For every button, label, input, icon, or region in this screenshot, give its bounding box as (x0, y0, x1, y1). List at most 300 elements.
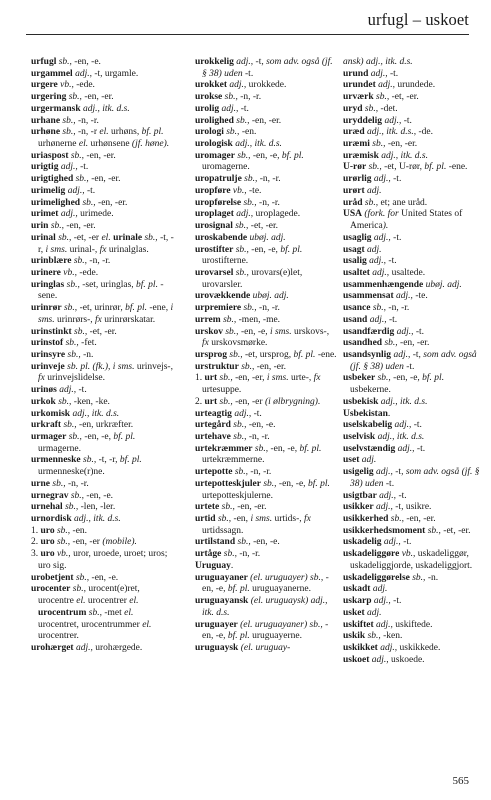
grammar-note: adj., (369, 654, 392, 665)
grammar-note: (el. uruguay- (238, 642, 291, 653)
grammar-note: el. (99, 127, 111, 138)
grammar-note: adj., (58, 162, 81, 173)
headword: urmager (31, 432, 67, 442)
inflection-text: urtekræmmerne. (202, 455, 265, 466)
headword: uselvisk (343, 432, 376, 442)
grammar-note: sb., (80, 455, 99, 466)
headword: urinale (113, 232, 143, 243)
headword: urteagtig (195, 408, 232, 419)
headword: usandhed (343, 338, 383, 349)
headword: uræd (343, 127, 365, 138)
grammar-note: el. (142, 619, 152, 630)
grammar-note: adj. (364, 607, 382, 618)
headword: uruguayaner (195, 572, 248, 583)
grammar-note: adj., (391, 349, 413, 360)
headword: urostifter (195, 244, 234, 255)
inflection-text: -n, -r. (250, 467, 272, 478)
headword: usalig (343, 256, 367, 267)
inflection-text: -et, -er. (391, 92, 419, 103)
headword: uruguayer (195, 619, 238, 630)
headword: uro (40, 537, 55, 548)
grammar-note: adj. (364, 244, 382, 255)
headword: uskadelig (343, 537, 382, 548)
headword: uskoet (343, 654, 370, 665)
headword: urigtig (31, 162, 59, 173)
grammar-note: sb., (63, 338, 82, 349)
headword: uskiftet (343, 619, 374, 630)
headword: urnordisk (31, 514, 72, 525)
dictionary-entry (31, 151, 175, 163)
inflection-text: . (387, 408, 391, 419)
dictionary-entry (343, 502, 485, 514)
grammar-note: sb., (61, 303, 80, 314)
grammar-note: bf. pl. (280, 244, 303, 255)
grammar-note: sb., (66, 432, 85, 442)
headword: usigtbar (343, 490, 377, 501)
grammar-note: i sms. (45, 244, 70, 255)
inflection-text: urte-, (290, 373, 314, 384)
dictionary-entry (195, 268, 337, 291)
dictionary-entry (343, 631, 485, 643)
headword: uskadeliggøre (343, 549, 400, 560)
inflection-text: -t, (412, 349, 424, 360)
dictionary-entry (343, 69, 485, 81)
grammar-note: sb., (70, 584, 89, 595)
inflection-text: -en, -er. (387, 139, 418, 150)
grammar-note: sb., (68, 490, 87, 501)
headword: urimelighed (31, 197, 81, 208)
grammar-note: sb., (65, 349, 84, 360)
dictionary-entry (343, 104, 485, 116)
inflection-text: -de. (418, 127, 434, 138)
inflection-text: urostifterne. (202, 256, 249, 267)
inflection-text: urinrørskatar. (104, 314, 156, 325)
headword: urørlig (343, 174, 372, 185)
grammar-note: sb., (369, 139, 388, 150)
headword: uselvstændig (343, 443, 396, 454)
headword: uryddelig (343, 115, 383, 126)
grammar-note: el. (101, 232, 114, 243)
inflection-text: -t. (393, 596, 402, 607)
grammar-note: sb., (54, 537, 73, 548)
headword: urolig (195, 103, 220, 114)
inflection-text: urinvejslidelse. (47, 373, 106, 384)
headword: urtepotte (195, 467, 233, 478)
inflection-text: -en, -e. (248, 420, 276, 431)
dictionary-entry (31, 643, 175, 655)
headword: urolighed (195, 115, 234, 126)
headword: urigtighed (31, 174, 74, 185)
headword: urpremiere (195, 303, 242, 314)
inflection-text: -en, -e. (86, 490, 114, 501)
inflection-text: -en, -e. (253, 537, 280, 548)
dictionary-entry (195, 444, 337, 467)
headword: usand (343, 314, 368, 325)
grammar-note: el. (124, 607, 134, 618)
headword: uro (40, 525, 55, 536)
inflection-text: -en, -er (235, 396, 265, 407)
grammar-note: adj., (233, 57, 256, 67)
inflection-text: urinvejs-, (136, 361, 173, 372)
headword: urt (204, 373, 218, 384)
grammar-note: sb., (68, 150, 87, 161)
inflection-text: usaltede. (391, 267, 426, 278)
grammar-note: sb., (230, 420, 249, 431)
dictionary-entry (343, 432, 485, 444)
dictionary-entry (343, 409, 485, 421)
inflection-text: -en, -er. (406, 514, 436, 525)
headword: usandsynlig (343, 349, 392, 360)
dictionary-entry (31, 80, 175, 92)
inflection-text: urocentrer. (38, 631, 79, 642)
inflection-text: -n, -r. (259, 303, 280, 314)
inflection-text: -te. (249, 185, 262, 196)
inflection-text: urinal-, (69, 244, 100, 255)
inflection-text: usbekerne. (350, 385, 391, 396)
dictionary-entry (31, 303, 175, 326)
grammar-note: adj., (376, 490, 399, 501)
grammar-note: sb., (60, 115, 78, 126)
inflection-text: -t. (388, 314, 398, 325)
grammar-note: fx (95, 314, 105, 325)
grammar-note: adj., (395, 443, 417, 454)
grammar-note: sb., (238, 361, 257, 372)
headword: Usbekistan (343, 408, 388, 419)
headword: urohærget (31, 642, 74, 653)
headword: uruguaysk (195, 642, 239, 653)
inflection-text: -en, -e, (84, 432, 114, 442)
dictionary-entry (343, 643, 485, 655)
headword: uskik (343, 631, 366, 642)
inflection-text: -en, -e, (393, 373, 423, 384)
inflection-text: uskadeliggør, uskadeliggjorde, uskadeliggjort. (350, 549, 473, 571)
inflection-text: -fet. (81, 338, 97, 349)
dictionary-entry (343, 655, 485, 667)
inflection-text: -t, (395, 467, 406, 478)
headword: usket (343, 607, 365, 618)
dictionary-entry (31, 350, 175, 362)
inflection-text: -en, -e. (91, 572, 119, 583)
inflection-text: -t. (86, 185, 96, 196)
dictionary-entry (31, 385, 175, 397)
grammar-note: adj., (373, 502, 396, 513)
grammar-note: adj., itk. d.s. (232, 139, 282, 150)
headword: uringlas (31, 279, 65, 290)
headword: uræmisk (343, 150, 379, 161)
headword: uropførelse (195, 197, 242, 208)
dictionary-entry (343, 151, 485, 163)
inflection-text: -en, -e, (251, 244, 281, 255)
headword: urund (343, 68, 369, 79)
dictionary-entry (31, 338, 175, 350)
dictionary-entry (343, 537, 485, 549)
grammar-note: adj., (373, 467, 396, 478)
headword: urinøs (31, 385, 57, 396)
headword: uselskabelig (343, 420, 393, 431)
inflection-text: 1. (31, 525, 41, 536)
inflection-text: -en. (72, 525, 88, 536)
headword: urstruktur (195, 361, 239, 372)
inflection-text: -en, -e, (240, 326, 270, 337)
headword: urimelig (31, 185, 66, 196)
headword: ursprog (195, 349, 228, 360)
grammar-note: adj., (366, 256, 389, 267)
inflection-text: -set, uringlas, (82, 279, 137, 290)
dictionary-entry (343, 338, 485, 350)
dictionary-entry (343, 245, 485, 257)
grammar-note: sb., (233, 244, 252, 255)
headword: urosignal (195, 221, 233, 232)
grammar-note: fx (38, 373, 48, 384)
inflection-text: urtepotteskjulerne. (202, 490, 273, 501)
grammar-note: sb., (260, 478, 279, 489)
inflection-text: -en, -e, (278, 478, 308, 489)
grammar-note: adj., itk. d.s. (70, 408, 120, 419)
grammar-note: (fork. for (362, 209, 402, 220)
headword: urologi (195, 127, 224, 138)
grammar-note: adj., itk. d.s. (71, 514, 121, 525)
headword: urinveje (31, 361, 65, 372)
inflection-text: urokkede. (248, 80, 287, 91)
dictionary-entry (31, 432, 175, 455)
inflection-text: urocentrer (87, 596, 130, 607)
inflection-text: -t. (245, 68, 254, 79)
grammar-note: sb., (365, 631, 384, 642)
headword: urokse (195, 92, 223, 103)
grammar-note: fx (313, 373, 321, 384)
inflection-text: -t. (406, 361, 415, 372)
inflection-text: -et, ursprog, (244, 349, 294, 360)
grammar-note: vb., (60, 267, 80, 278)
grammar-note: adj., (392, 420, 414, 431)
headword: uroskabende (195, 232, 248, 243)
headword: urin (31, 221, 49, 232)
headword: urne (31, 478, 50, 489)
dictionary-entry (195, 350, 337, 362)
headword: usigelig (343, 467, 374, 478)
grammar-note: sb., (220, 314, 239, 325)
grammar-note: sb., (370, 303, 389, 314)
grammar-note: ubøj. adj. (423, 279, 462, 290)
grammar-note: adj., (393, 291, 416, 302)
grammar-note: vb., (230, 185, 250, 196)
inflection-text: -t, urgamle. (94, 68, 139, 79)
dictionary-entry (195, 467, 337, 479)
dictionary-entry (343, 350, 485, 373)
headword: usbekisk (343, 396, 379, 407)
grammar-note: bf. pl. (281, 150, 304, 161)
dictionary-entry (343, 620, 485, 632)
grammar-note: sb., (62, 502, 81, 513)
inflection-text: -en, -e. (74, 57, 101, 67)
headword: urrem (195, 314, 221, 325)
grammar-note: sb., (232, 221, 251, 232)
grammar-note: sb., (375, 373, 394, 384)
inflection-text: -en. (241, 127, 257, 138)
inflection-text: -en, -er (72, 537, 103, 548)
grammar-note: sb., (55, 396, 74, 407)
dictionary-entry (343, 291, 485, 303)
inflection-text: -en, -er. (86, 150, 116, 161)
dictionary-column-3 (343, 57, 485, 666)
grammar-note: sb., (232, 467, 251, 478)
grammar-note: (mobile). (102, 537, 137, 548)
headword: urnehal (31, 502, 63, 513)
inflection-text: -n, -r. (67, 478, 89, 489)
grammar-note: sb., (56, 57, 75, 67)
grammar-note: sb., (388, 514, 407, 525)
inflection-text: -en, -e, (202, 572, 329, 595)
dictionary-entry (343, 268, 485, 280)
headword: urtid (195, 514, 216, 525)
inflection-text: -ene. (448, 162, 468, 173)
grammar-note: sb., (80, 197, 99, 208)
grammar-note: sb., (142, 232, 161, 243)
dictionary-entry (343, 233, 485, 245)
grammar-note: sb., (230, 432, 249, 442)
dictionary-entry (343, 198, 485, 210)
grammar-note: sb., (73, 572, 92, 583)
dictionary-entry (343, 514, 485, 526)
dictionary-entry (195, 479, 337, 502)
dictionary-entry (343, 116, 485, 128)
grammar-note: ). (382, 221, 389, 232)
headword: urtehave (195, 432, 231, 442)
inflection-text: urtesuppe. (202, 385, 242, 396)
grammar-note: adj., (56, 385, 79, 396)
inflection-text: -t. (78, 385, 87, 396)
dictionary-entry (195, 432, 337, 444)
dictionary-entry (343, 573, 485, 585)
dictionary-entry (31, 420, 175, 432)
grammar-note: ansk) adj., itk. d.s. (343, 57, 413, 67)
dictionary-entry (31, 174, 175, 186)
dictionary-entry (31, 573, 175, 585)
headword: urobetjent (31, 572, 74, 583)
grammar-note: vb., (399, 549, 418, 560)
headword: urinblære (31, 256, 72, 267)
inflection-text: -en, urkræfter. (79, 420, 134, 431)
grammar-note: sb., (409, 572, 428, 583)
dictionary-entry (31, 221, 175, 233)
headword: urtegård (195, 420, 231, 431)
dictionary-entry (343, 608, 485, 620)
inflection-text: -t. (403, 537, 412, 548)
headword: uromager (195, 150, 235, 161)
page-number: 565 (452, 775, 469, 787)
dictionary-entry (195, 303, 337, 315)
inflection-text: -et, -er. (89, 326, 117, 337)
dictionary-entry (343, 455, 485, 467)
inflection-text: et; ane uråd. (380, 197, 428, 208)
headword: usammensat (343, 291, 394, 302)
headword: usikkerhedsmoment (343, 525, 426, 536)
grammar-note: bf. pl. (422, 373, 445, 384)
grammar-note: sb., (221, 549, 240, 560)
grammar-note: sb., (373, 92, 392, 103)
headword: urokkelig (195, 57, 234, 67)
grammar-note: som adv. også (jf. § 38) uden (202, 57, 333, 79)
grammar-note: bf. pl. (424, 162, 449, 173)
headword: urtete (195, 502, 220, 513)
grammar-note: adj., (368, 68, 390, 79)
grammar-note: sb., (73, 174, 92, 185)
grammar-note: (i ølbrygning). (264, 396, 321, 407)
headword: uro (40, 549, 55, 560)
grammar-note: fx (202, 338, 212, 349)
headword: Uruguay (195, 560, 231, 571)
inflection-text: -t. (413, 420, 422, 431)
headword: uskarp (343, 596, 372, 607)
dictionary-entry (195, 561, 337, 573)
dictionary-entry (195, 373, 337, 396)
headword: urtepotteskjuler (195, 478, 261, 489)
inflection-text: -t, -r, (98, 455, 120, 466)
grammar-note: adj., (375, 80, 398, 91)
dictionary-entry (31, 327, 175, 339)
grammar-note: adj. (359, 455, 377, 466)
headword: urt (204, 396, 218, 407)
dictionary-entry (195, 409, 337, 421)
inflection-text: uskikkede. (399, 642, 441, 653)
inflection-text: -en, -er. (251, 115, 282, 126)
headword: urgermansk (31, 103, 81, 114)
dictionary-entry (195, 245, 337, 268)
dictionary-entry (343, 467, 485, 490)
dictionary-entry (343, 303, 485, 315)
dictionary-entry (343, 373, 485, 396)
inflection-text: -ken. (383, 631, 403, 642)
headword: urinere (31, 267, 61, 278)
dictionary-entry (195, 362, 337, 374)
grammar-note: fx (304, 514, 311, 525)
headword: urinsyre (31, 349, 66, 360)
dictionary-entry (343, 92, 485, 104)
grammar-note: adj., (377, 642, 400, 653)
grammar-note: i sms. (38, 303, 174, 325)
inflection-text: -n. (427, 572, 439, 583)
inflection-text: -n. (83, 349, 94, 360)
inflection-text: uruguayerne. (252, 631, 302, 642)
grammar-note: bf. pl. (293, 349, 318, 360)
inflection-text: uromagerne. (202, 162, 250, 173)
dictionary-entry (195, 397, 337, 409)
grammar-note: (el. uruguaysk) adj., itk. d.s. (202, 596, 328, 618)
inflection-text: urocent(e)ret, urocentre (38, 584, 140, 607)
headword: uskadt (343, 584, 371, 595)
inflection-text: -t, -r, (38, 232, 174, 255)
inflection-text: urhønsene (90, 139, 132, 150)
inflection-text: urundede. (397, 80, 436, 91)
dictionary-entry (195, 537, 337, 549)
grammar-note: adj., (219, 103, 241, 114)
inflection-text: -det. (380, 103, 398, 114)
dictionary-entry (31, 479, 175, 491)
headword: urtåge (195, 549, 222, 560)
grammar-note: adj., (381, 537, 404, 548)
inflection-text: -en, -er. (400, 338, 430, 349)
grammar-note: ubøj. adj. (247, 232, 286, 243)
headword: urørt (343, 185, 365, 196)
headword: usagt (343, 244, 365, 255)
grammar-note: (el. uruguayer) sb., (247, 572, 326, 583)
dictionary-entry (31, 186, 175, 198)
dictionary-entry (343, 315, 485, 327)
inflection-text: -en, -er. (84, 92, 114, 103)
inflection-text: urhønerne (38, 139, 79, 150)
inflection-text: -met (104, 607, 125, 618)
inflection-text: -en, -er. (91, 174, 121, 185)
